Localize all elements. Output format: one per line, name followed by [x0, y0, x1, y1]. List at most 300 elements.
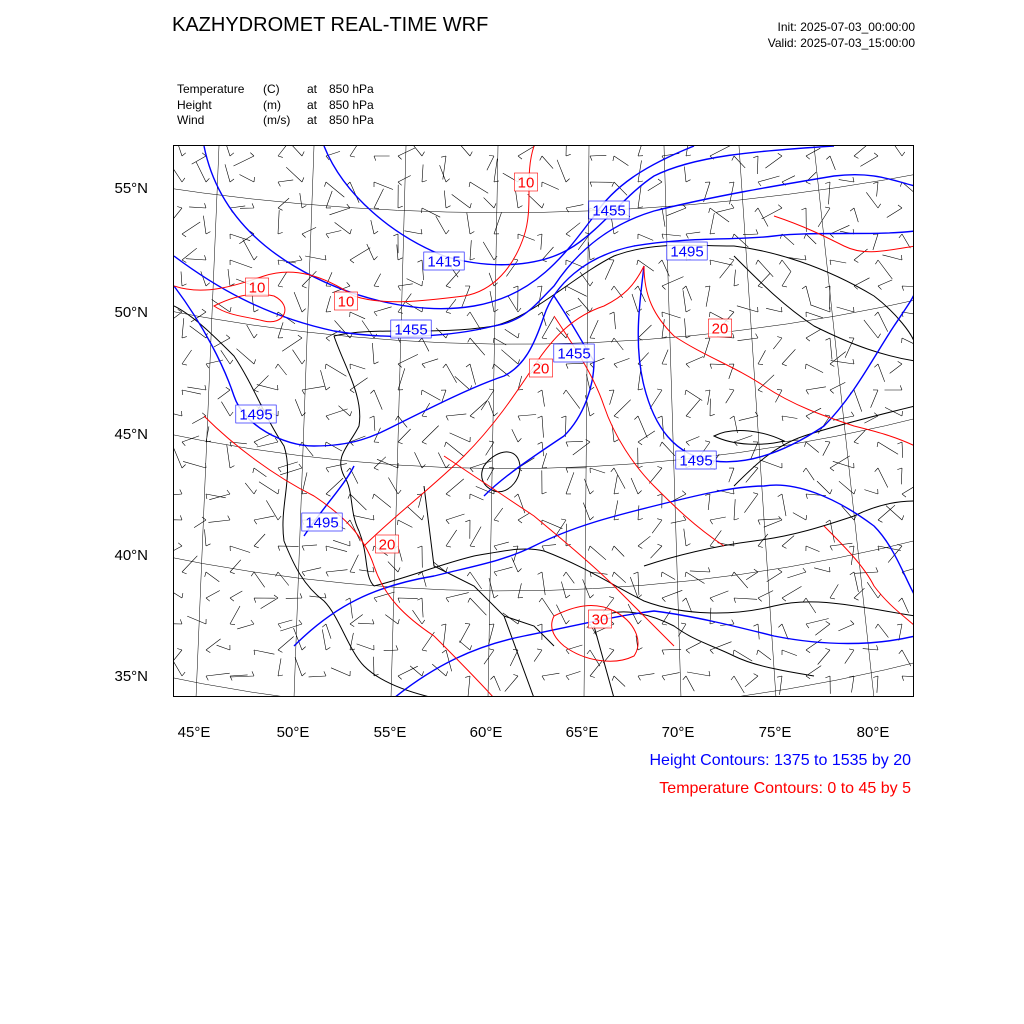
graticule [174, 146, 914, 697]
wind-barb [282, 335, 302, 351]
wind-barb [422, 208, 441, 217]
wind-barb [174, 649, 182, 667]
caspian-coast [174, 306, 434, 697]
graticule-lon-75 [739, 146, 776, 697]
temp-contour-east [824, 526, 914, 626]
wind-barb [516, 191, 523, 208]
wind-barb [542, 545, 556, 551]
wind-barb [276, 572, 289, 586]
wind-barb [849, 676, 854, 693]
wind-barb [397, 245, 403, 261]
wind-barb [253, 468, 267, 477]
wind-barb [326, 231, 341, 239]
wind-barb [182, 350, 192, 365]
wind-barb [182, 390, 201, 395]
wind-barb [830, 584, 838, 599]
wind-barb [446, 593, 469, 603]
wind-barb [470, 240, 475, 260]
wind-barb [346, 598, 353, 618]
temperature-contours-legend: Temperature Contours: 0 to 45 by 5 [659, 780, 911, 797]
wind-barb [542, 470, 547, 494]
wind-barb [413, 146, 425, 156]
uzbek-turkmen-border [424, 486, 554, 646]
wind-barb [662, 590, 682, 601]
wind-barb [183, 461, 206, 468]
wind-barb [590, 155, 606, 160]
wind-barb [874, 364, 884, 382]
wind-barb [278, 210, 283, 234]
wind-barb [174, 448, 186, 468]
wind-barb [384, 645, 398, 650]
wind-barb [417, 598, 423, 617]
wind-barb [710, 260, 733, 265]
wind-barb [422, 426, 439, 445]
wind-barb [501, 350, 519, 364]
wind-barb [234, 153, 255, 166]
height-contour-1455b [484, 296, 594, 496]
temperature-contours [174, 146, 914, 697]
wind-barb [518, 415, 536, 421]
wind-barb [528, 194, 544, 208]
wind-barb [782, 349, 795, 366]
wind-barb [758, 519, 780, 525]
wind-barb [465, 520, 470, 539]
wind-barb [662, 649, 681, 654]
wind-barb [484, 198, 496, 208]
wind-barb [557, 160, 570, 182]
wind-barb [825, 676, 830, 694]
temp-contour-10a [174, 146, 534, 302]
wind-barb [278, 198, 289, 210]
wind-barb [350, 555, 358, 573]
wind-barb [683, 676, 695, 691]
wind-barb [182, 248, 197, 262]
wind-barb [339, 406, 352, 416]
wind-barb [777, 676, 782, 695]
wind-barb [867, 582, 881, 598]
wind-barb [398, 148, 415, 160]
temperature-contour-label: 10 [337, 293, 355, 311]
wind-barb [761, 460, 782, 468]
height-contour-label: 1455 [394, 321, 428, 339]
wind-barb [254, 598, 275, 603]
wind-barb [662, 312, 681, 318]
lat-label-50: 50°N [114, 304, 148, 321]
wind-barb [230, 671, 254, 677]
temperature-contour-label: 20 [711, 320, 729, 338]
wind-barb [830, 260, 846, 265]
wind-barb [467, 312, 481, 330]
wind-barb [875, 260, 892, 279]
wind-barb [254, 434, 271, 446]
wind-barb [686, 642, 701, 653]
wind-barb [221, 402, 233, 416]
wind-barb [305, 255, 326, 260]
wind-barb [802, 286, 811, 305]
wind-barb [657, 494, 662, 508]
wind-barb [446, 414, 466, 421]
wind-barb [687, 671, 710, 676]
wind-barb [583, 503, 593, 520]
wind-barb [806, 666, 821, 679]
lon-label-65: 65°E [565, 724, 599, 741]
wind-barb [251, 572, 265, 587]
wind-barb [176, 146, 186, 156]
wind-barb [854, 146, 868, 158]
wind-barb [685, 390, 702, 401]
balkhash-lake [714, 431, 784, 445]
wind-barb [372, 343, 378, 364]
wind-barb [671, 516, 686, 523]
wind-barb [374, 156, 390, 161]
wind-barb [174, 661, 185, 677]
wind-barb [542, 673, 559, 680]
wind-barb [612, 572, 626, 583]
wind-barb [902, 482, 914, 497]
wind-barb [563, 572, 574, 583]
wind-barb [806, 619, 829, 629]
wind-barb [902, 286, 914, 291]
wind-barb [566, 472, 574, 494]
wind-barb [280, 464, 302, 475]
wind-barb [182, 222, 200, 237]
wind-barb [350, 312, 365, 319]
wind-barb [661, 572, 675, 580]
wind-barb [806, 329, 821, 341]
wind-barb [778, 494, 786, 516]
wind-barb [309, 671, 326, 677]
wind-barb [732, 234, 748, 247]
wind-barb [745, 674, 758, 687]
wind-barb [247, 325, 258, 338]
wind-barb [710, 364, 725, 369]
wind-barb [398, 598, 418, 603]
wind-barb [837, 307, 854, 312]
wind-barb [278, 322, 283, 338]
wind-barb [446, 271, 460, 288]
wind-barb [294, 628, 306, 650]
wind-barb [815, 621, 830, 635]
wind-barb [446, 299, 456, 313]
wind-barb [174, 411, 182, 416]
wind-barb [789, 255, 806, 260]
temp-contour-25 [444, 456, 674, 646]
wind-barb [278, 146, 289, 157]
graticule-lat-50 [174, 293, 914, 344]
wind-barb [538, 572, 546, 595]
wind-barb [897, 442, 902, 458]
wind-barb [326, 546, 347, 552]
wind-barb [537, 234, 542, 250]
graticule-lon-45 [196, 146, 219, 697]
wind-barb [875, 624, 888, 638]
run-times [768, 19, 915, 51]
wind-barb [487, 467, 494, 480]
temp-contour-20b [644, 266, 914, 446]
wind-barb [186, 255, 206, 260]
wind-barb [863, 645, 878, 650]
lat-label-45: 45°N [114, 426, 148, 443]
wind-barb [611, 338, 623, 350]
wind-barb [398, 354, 418, 367]
wind-barb [762, 205, 782, 219]
height-contour-label: 1495 [305, 514, 339, 532]
wind-barb [542, 520, 563, 529]
wind-barb [658, 208, 665, 227]
wind-barb [230, 234, 250, 241]
wind-barb [278, 620, 292, 628]
wind-barb [460, 623, 470, 642]
wind-barb [300, 442, 314, 456]
wind-barb [710, 399, 715, 416]
wind-barb [467, 213, 475, 234]
wind-barb [556, 328, 568, 338]
wind-barb [254, 650, 274, 655]
wind-barb [887, 205, 902, 218]
wind-barb [864, 489, 878, 494]
wind-barb [494, 567, 513, 576]
wind-barb [459, 641, 472, 650]
wind-barb [182, 318, 187, 338]
wind-barb [612, 182, 627, 195]
wind-barb [804, 234, 816, 244]
wind-barb [436, 216, 449, 234]
wind-barb [286, 593, 302, 598]
wind-barb [398, 429, 411, 444]
wind-barb [877, 442, 898, 454]
wind-barb [398, 520, 413, 527]
height-contour-label: 1495 [679, 452, 713, 470]
wind-barb [326, 464, 347, 473]
wind-barb [578, 298, 592, 312]
wind-barb [767, 569, 782, 582]
wind-barb [804, 442, 818, 453]
wind-barb [203, 216, 210, 234]
lat-label-55: 55°N [114, 180, 148, 197]
wind-barb [720, 259, 734, 279]
wind-barb [685, 318, 691, 338]
wind-barb [444, 191, 450, 209]
wind-barb [205, 529, 211, 546]
wind-barb [773, 337, 782, 350]
wind-barb [818, 207, 830, 227]
field-temperature: Temperature (C) at 850 hPa [177, 82, 374, 96]
wind-barb [259, 482, 279, 494]
wind-barb [633, 572, 639, 595]
lon-label-70: 70°E [661, 724, 695, 741]
wind-barb [755, 208, 768, 227]
wind-barb [350, 615, 363, 627]
wind-barb [518, 458, 535, 471]
wind-barb [892, 146, 905, 156]
wind-barb [458, 146, 472, 156]
wind-barb [230, 546, 250, 553]
wind-barb [278, 637, 294, 653]
wind-barb [230, 591, 242, 601]
wind-barb [683, 290, 690, 312]
wind-barb [649, 466, 662, 483]
wind-barb [638, 431, 655, 445]
wind-barb [839, 481, 856, 494]
wind-barb [845, 649, 854, 664]
wind-barb [187, 616, 206, 624]
wind-barb [590, 182, 613, 187]
wind-barb [174, 166, 185, 182]
wind-barb [660, 442, 675, 456]
wind-barb [871, 390, 878, 408]
wind-barb [542, 182, 559, 190]
wind-barb [542, 317, 554, 339]
wind-barb [254, 534, 265, 548]
wind-barb [240, 175, 255, 183]
wind-barb [324, 182, 344, 197]
wind-barb [566, 524, 571, 546]
wind-barb [326, 570, 348, 577]
wind-barb [225, 164, 234, 182]
tajik-border [604, 612, 814, 676]
wind-barb [590, 468, 605, 473]
wind-barb [481, 389, 494, 410]
wind-barb [326, 191, 332, 208]
height-contour-label: 1455 [557, 345, 591, 363]
lon-label-60: 60°E [469, 724, 503, 741]
wind-barb [455, 376, 472, 390]
wind-barb [446, 530, 457, 547]
wind-barb [374, 182, 393, 190]
wind-barb [326, 296, 331, 312]
height-contour-label: 1455 [592, 202, 626, 220]
wind-barb [662, 350, 668, 365]
wind-barb [187, 385, 206, 390]
height-contours [174, 146, 914, 697]
temperature-contour-label: 30 [591, 611, 609, 629]
wind-barb [684, 167, 690, 183]
wind-barb [662, 234, 681, 239]
wind-barb [436, 328, 448, 338]
wind-barb [293, 350, 305, 364]
wind-barb [513, 286, 518, 310]
wind-barb [638, 325, 652, 340]
wind-barb [538, 416, 544, 438]
wind-barb [823, 441, 830, 455]
wind-barb [705, 286, 710, 307]
wind-barb [690, 567, 710, 572]
temp-contour-15 [204, 416, 494, 697]
wind-barb [873, 234, 878, 250]
wind-barb [512, 558, 522, 573]
wind-barb [243, 239, 257, 260]
wind-barb [218, 387, 230, 399]
wind-barb [452, 194, 472, 208]
wind-barb [756, 260, 773, 277]
wind-barb [209, 490, 230, 500]
wind-barb [638, 536, 650, 548]
wind-barb [278, 658, 283, 676]
wind-barb [803, 598, 816, 613]
wind-barb [855, 567, 878, 573]
wind-barb [254, 375, 269, 392]
wind-barb [860, 153, 878, 167]
wind-barb [638, 505, 643, 520]
wind-barb [782, 536, 794, 549]
wind-barb [206, 673, 230, 680]
wind-barb [518, 234, 535, 240]
wind-barb [806, 387, 826, 395]
wind-barb [831, 359, 854, 364]
wind-barb [764, 516, 782, 527]
wind-barb [275, 364, 286, 375]
wind-barb [230, 560, 241, 574]
wind-barb [278, 180, 293, 187]
wind-barb [744, 493, 758, 513]
wind-barb [181, 272, 187, 287]
wind-barb [610, 312, 616, 329]
wind-barb [806, 148, 820, 159]
wind-barb [830, 543, 852, 550]
wind-barb [614, 475, 619, 494]
wind-barb [374, 274, 381, 287]
lat-label-35: 35°N [114, 668, 148, 685]
wind-barb [347, 520, 361, 541]
wind-barb [590, 320, 598, 338]
height-contours-legend: Height Contours: 1375 to 1535 by 20 [649, 752, 911, 769]
wind-barb [830, 225, 849, 237]
wind-barb [237, 620, 254, 629]
wind-barb [539, 598, 554, 616]
wind-barb [605, 260, 614, 280]
wind-barb [230, 606, 240, 625]
wind-barb [803, 468, 814, 480]
wind-barb [765, 153, 782, 168]
temperature-contour-label: 10 [248, 279, 266, 297]
wind-barb [875, 468, 888, 488]
wind-barb [830, 382, 845, 393]
wind-barb [682, 598, 691, 612]
wind-barb [793, 513, 807, 520]
wind-barb [758, 350, 766, 364]
wind-barb [611, 468, 625, 489]
wind-barb [612, 546, 624, 557]
wind-barb [878, 280, 892, 290]
wind-barb [782, 272, 791, 287]
wind-barb [245, 483, 256, 494]
wind-barb [588, 546, 606, 560]
wind-barb [782, 650, 797, 656]
wind-barb [590, 661, 602, 677]
wind-barb [818, 648, 830, 664]
temperature-contour-label: 20 [532, 360, 550, 378]
wind-barb [192, 413, 206, 424]
wind-barb [710, 642, 732, 654]
wind-barb [563, 390, 580, 409]
wind-barb [407, 279, 423, 286]
wind-barb [825, 286, 830, 309]
wind-barb [357, 644, 374, 650]
wind-barb [483, 242, 497, 260]
wind-barb [651, 544, 663, 558]
wind-barb [257, 385, 278, 390]
map-canvas [174, 146, 914, 697]
wind-barb [174, 543, 182, 554]
wind-barb [374, 592, 395, 602]
wind-barb [839, 177, 854, 182]
wind-barb [494, 508, 503, 521]
wind-barb [294, 292, 306, 312]
wind-barb [878, 505, 895, 522]
height-contour-label: 1495 [670, 243, 704, 261]
wind-barb [470, 494, 484, 500]
wind-barb [902, 312, 914, 317]
